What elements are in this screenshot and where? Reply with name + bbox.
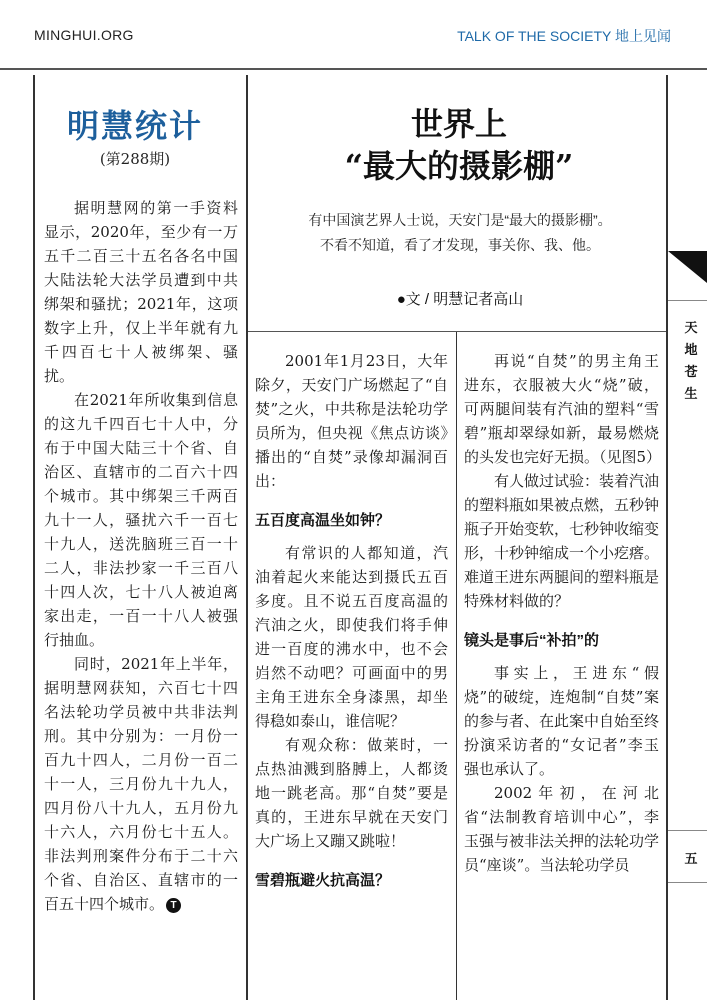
- article-paragraph: 2002年初，在河北省“法制教育培训中心”，李玉强与被非法关押的法轮功学员“座谈”。当法轮功学员: [464, 784, 660, 874]
- column-divider-middle: [456, 332, 457, 1000]
- article-title: [250, 103, 668, 187]
- right-border-line: [666, 75, 668, 1000]
- statistics-paragraph: 在2021年所收集到信息的这九千四百七十人中，分布于中国大陆三十个省、自治区、直辖市的二百六十四个城市。其中绑架三千两百九十一人，骚扰六千一百七十九人，送洗脑班三百一十二人，非法抄家一千三百八十四人次，七十八人被迫离家出走，一百一十八人被强行抽血。: [44, 391, 238, 649]
- sidebar-char: 生: [684, 387, 698, 402]
- statistics-paragraph: [44, 652, 238, 916]
- statistics-paragraph: 据明慧网的第一手资料显示，2020年，至少有一万五千二百三十五名各名中国大陆法轮大法学员遭到中共绑架和骚扰；2021年，这项数字上升，仅上半年就有九千四百七十人被绑架、骚扰。: [44, 199, 238, 385]
- title-block-rule: [248, 331, 666, 332]
- end-mark-icon: T: [166, 898, 181, 913]
- article-paragraph: 有观众称：做莱时，一点热油溅到胳膊上，人都烫地一跳老高。那“自焚”要是真的，王进东早就在天安门大广场上又蹦又跳啦！: [255, 736, 448, 850]
- article-byline: ●文 / 明慧记者高山: [396, 291, 524, 308]
- article-title-line1: 世界上: [410, 105, 507, 143]
- sidebar-vertical-label: [684, 318, 698, 406]
- article-paragraph: 再说“自焚”的男主角王进东，衣服被大火“烧”破，可两腿间装有汽油的塑料“雪碧”瓶却翠绿如新，最易燃烧的头发也完好无损。（见图5）: [464, 352, 662, 466]
- left-border-line: [33, 75, 35, 1000]
- column-divider-left: [246, 75, 248, 1000]
- header-rule: [0, 68, 707, 70]
- article-subhead: 镜头是事后“补拍”的: [464, 632, 600, 649]
- sidebar-rule-top: [668, 300, 707, 301]
- article-paragraph: 有人做过试验：装着汽油的塑料瓶如果被点燃，五秒钟瓶子开始变软，七秒钟收缩变形，十秒钟缩成一个小疙瘩。难道王进东两腿间的塑料瓶是特殊材料做的？: [464, 472, 660, 610]
- article-column-right: [464, 349, 662, 877]
- sidebar-rule-mid: [668, 830, 707, 831]
- article-subtitle: [260, 208, 660, 258]
- statistics-issue: (第288期): [99, 150, 171, 168]
- article-subhead: 五百度高温坐如钟？: [255, 512, 391, 529]
- article-title-line2: “最大的摄影棚”: [344, 147, 574, 185]
- sidebar-char: 天: [684, 321, 698, 336]
- article-subhead: 雪碧瓶避火抗高温？: [255, 872, 391, 889]
- sidebar-tab-marker: [668, 251, 707, 283]
- article-paragraph: 2001年1月23日，大年除夕，天安门广场燃起了“自焚”之火，中共称是法轮功学员所为，但央视《焦点访谈》播出的“自焚”录像却漏洞百出：: [255, 352, 448, 490]
- article-paragraph: 事实上，王进东“假烧”的破绽，连炮制“自焚”案的参与者、在此案中自始至终扮演采访者的“女记者”李玉强也承认了。: [464, 664, 660, 778]
- article-subtitle-line1: 有中国演艺界人士说，天安门是“最大的摄影棚”。: [308, 212, 612, 228]
- statistics-body: [44, 196, 238, 916]
- statistics-paragraph-text: 同时，2021年上半年，据明慧网获知，六百七十四名法轮功学员被中共非法判刑。其中分别为：一月份一百九十四人，二月份一百二十一人，三月份九十九人，四月份八十九人，五月份九十六人，六月份七十五人。非法判刑案件分布于二十六个省、自治区、直辖市的一百五十四个城市。: [44, 655, 238, 913]
- section-label: TALK OF THE SOCIETY 地上见闻: [457, 28, 671, 44]
- sidebar-char: 苍: [684, 365, 698, 380]
- article-paragraph: 有常识的人都知道，汽油着起火来能达到摄氏五百多度。且不说五百度高温的汽油之火，即使我们将手伸进一百度的沸水中，也不会岿然不动吧？可画面中的男主角王进东全身漆黑，却坐得稳如泰山，谁信呢？: [255, 544, 448, 730]
- statistics-title: 明慧统计: [66, 107, 203, 145]
- sidebar-char: 地: [684, 343, 698, 358]
- article-subtitle-line2: 不看不知道，看了才发现，事关你、我、他。: [320, 237, 600, 253]
- article-column-middle: [255, 349, 448, 901]
- page-number: 五: [684, 852, 698, 867]
- site-name: MINGHUI.ORG: [34, 27, 134, 43]
- sidebar-rule-bottom: [668, 882, 707, 883]
